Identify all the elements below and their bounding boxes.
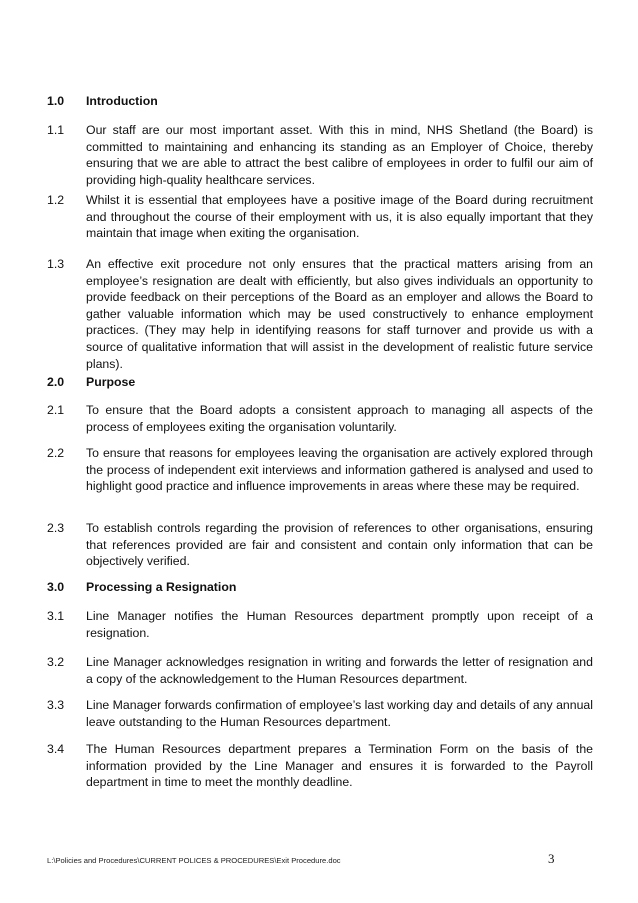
- paragraph-text: Line Manager notifies the Human Resources department promptly upon receipt of a resignation.: [86, 609, 593, 640]
- paragraph-text: Our staff are our most important asset. With this in mind, NHS Shetland (the Board) is committed to maintaining and enhancing its standing as an Employer of Choice, thereby ensuring that we are able to attract the best calibre of employees in order to fulfil our aim of providing high-quality healthcare services.: [86, 123, 593, 187]
- paragraph-number: 3.3: [47, 698, 65, 712]
- paragraph-text: To ensure that reasons for employees leaving the organisation are actively explored through the process of independent exit interviews and information gathered is analysed and used to highlight good practice and influence improvements in areas where these may be required.: [86, 446, 593, 494]
- paragraph-text: The Human Resources department prepares a Termination Form on the basis of the information provided by the Line Manager and ensures it is forwarded to the Payroll department in time to meet the monthly deadline.: [86, 742, 593, 790]
- section-title: Introduction: [86, 94, 158, 108]
- paragraph-number: 3.1: [47, 609, 65, 623]
- footer-page-number: 3: [548, 851, 555, 866]
- section-number: 1.0: [47, 94, 65, 108]
- paragraph-number: 3.2: [47, 655, 65, 669]
- paragraph-text: Line Manager forwards confirmation of employee’s last working day and details of any annual leave outstanding to the Human Resources department.: [86, 698, 593, 729]
- paragraph-number: 3.4: [47, 742, 65, 756]
- paragraph-number: 2.2: [47, 446, 65, 460]
- paragraph-text: To establish controls regarding the provision of references to other organisations, ensuring that references provided are fair and consistent and contain only information that can be objectively verified.: [86, 521, 593, 569]
- section-number: 2.0: [47, 375, 65, 389]
- paragraph-number: 2.3: [47, 521, 65, 535]
- paragraph-number: 1.3: [47, 257, 65, 271]
- paragraph-text: To ensure that the Board adopts a consistent approach to managing all aspects of the process of employees exiting the organisation voluntarily.: [86, 403, 593, 434]
- paragraph-number: 1.1: [47, 123, 65, 137]
- section-title: Processing a Resignation: [86, 580, 237, 594]
- section-title: Purpose: [86, 375, 136, 389]
- paragraph-text: Whilst it is essential that employees have a positive image of the Board during recruitment and throughout the course of their employment with us, it is also equally important that they maintain that image when exiting the organisation.: [86, 193, 593, 241]
- section-number: 3.0: [47, 580, 65, 594]
- paragraph-number: 2.1: [47, 403, 65, 417]
- paragraph-number: 1.2: [47, 193, 65, 207]
- paragraph-text: An effective exit procedure not only ensures that the practical matters arising from an employee’s resignation are dealt with efficiently, but also gives individuals an opportunity to provide feedback on their perceptions of the Board as an employer and allows the Board to gather valuable information which may be used constructively to enhance employment practices. (They may help in identifying reasons for staff turnover and provide us with a source of qualitative information that will assist in the development of realistic future service plans).: [86, 257, 593, 371]
- paragraph-text: Line Manager acknowledges resignation in writing and forwards the letter of resignation and a copy of the acknowledgement to the Human Resources department.: [86, 655, 593, 686]
- footer-file-path: L:\Policies and Procedures\CURRENT POLICES & PROCEDURES\Exit Procedure.doc: [47, 856, 341, 865]
